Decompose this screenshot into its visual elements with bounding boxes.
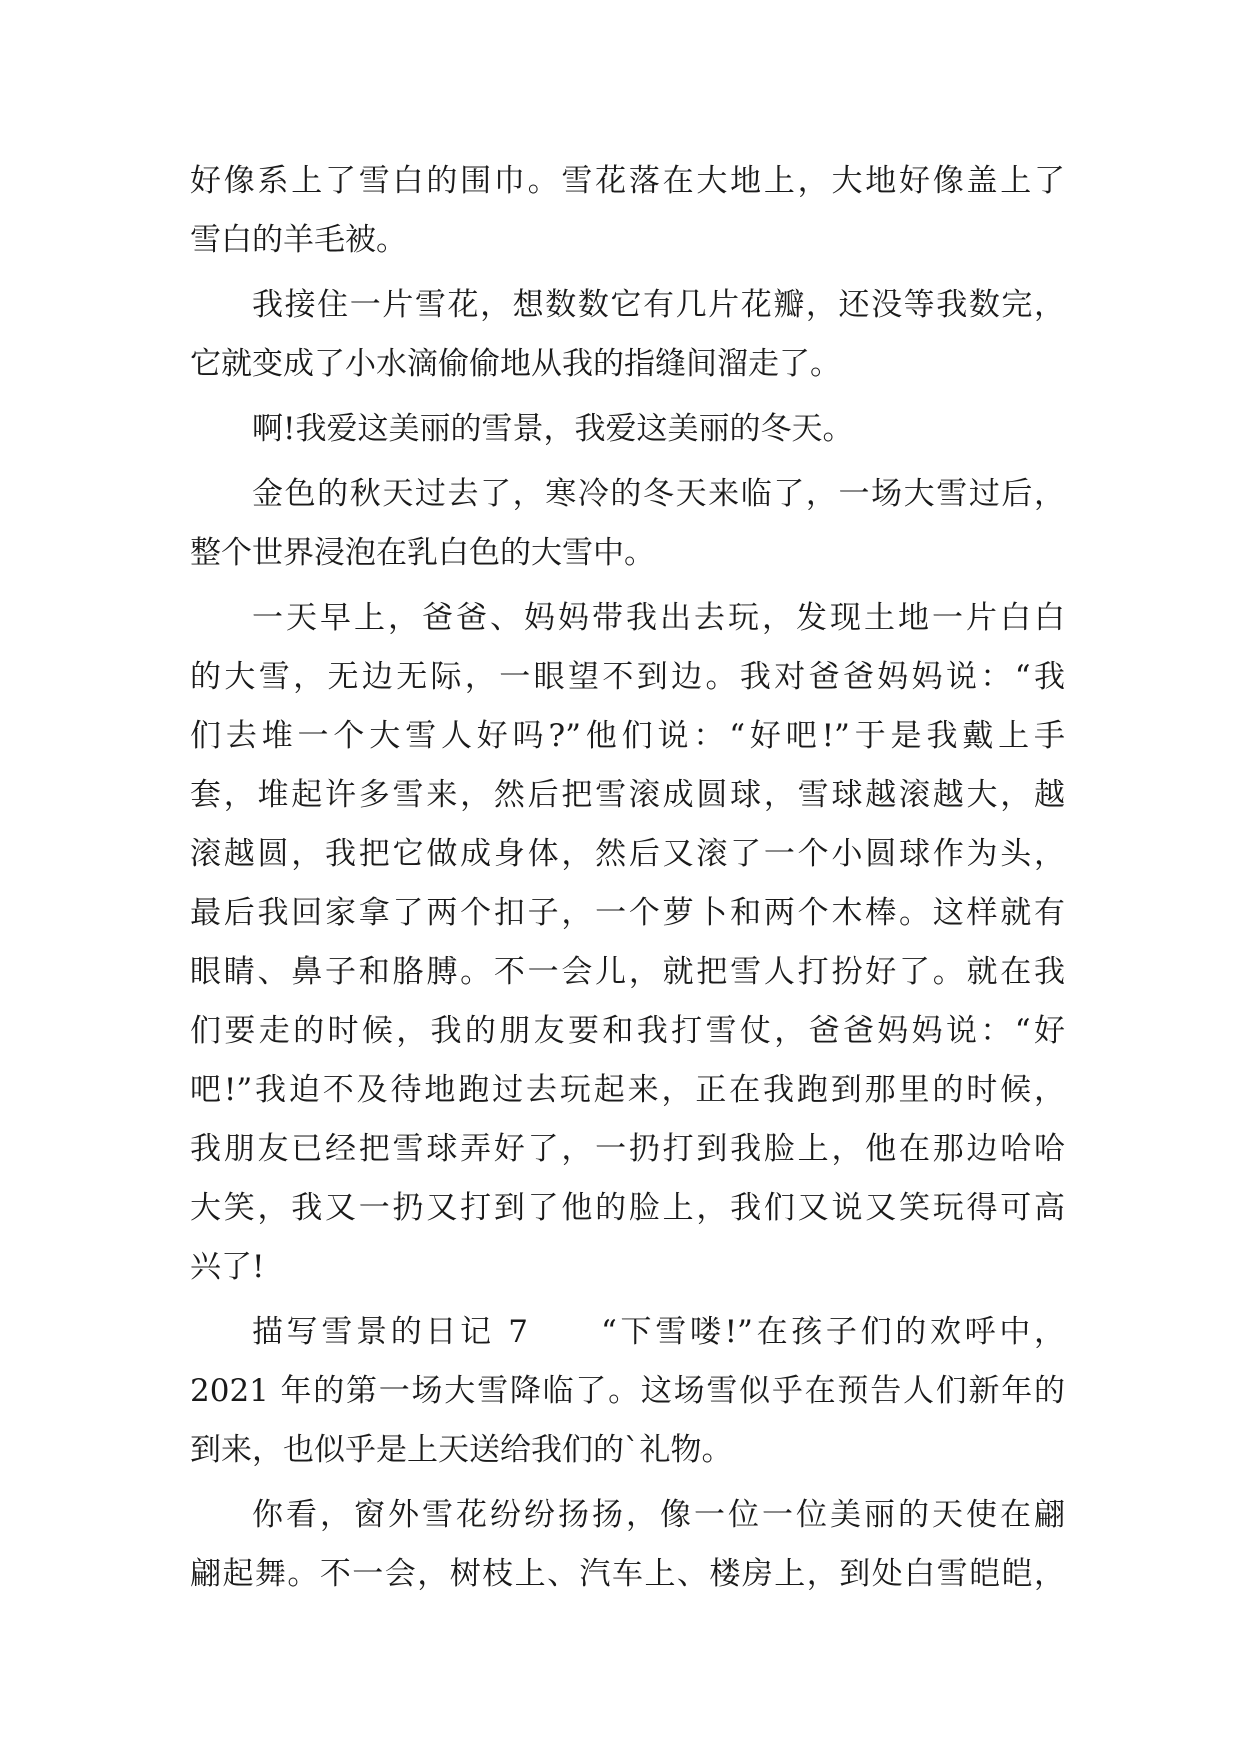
text-line: 们要走的时候，我的朋友要和我打雪仗，爸爸妈妈说：“好 <box>190 1013 1065 1049</box>
text-line: 2021 年的第一场大雪降临了。这场雪似乎在预告人们新年的 <box>190 1373 1065 1409</box>
paragraph-start-line: 一天早上，爸爸、妈妈带我出去玩，发现土地一片白白 <box>252 600 1065 636</box>
paragraph-start-line: 我接住一片雪花，想数数它有几片花瓣，还没等我数完， <box>252 287 1065 323</box>
text-line: 到来，也似乎是上天送给我们的`礼物。 <box>190 1432 733 1468</box>
text-line: 整个世界浸泡在乳白色的大雪中。 <box>190 535 655 571</box>
paragraph-start-line: 你看，窗外雪花纷纷扬扬，像一位一位美丽的天使在翩 <box>252 1497 1065 1533</box>
paragraph-start-line: 描写雪景的日记 7 “下雪喽!”在孩子们的欢呼中， <box>252 1314 1065 1350</box>
body-text <box>190 152 1065 1604</box>
text-line: 好像系上了雪白的围巾。雪花落在大地上，大地好像盖上了 <box>190 163 1065 199</box>
text-line: 最后我回家拿了两个扣子，一个萝卜和两个木棒。这样就有 <box>190 895 1065 931</box>
text-line: 滚越圆，我把它做成身体，然后又滚了一个小圆球作为头， <box>190 836 1065 872</box>
text-line: 它就变成了小水滴偷偷地从我的指缝间溜走了。 <box>190 346 841 382</box>
text-line: 眼睛、鼻子和胳膊。不一会儿，就把雪人打扮好了。就在我 <box>190 954 1065 990</box>
text-line: 雪白的羊毛被。 <box>190 222 407 258</box>
paragraph-start-line: 金色的秋天过去了，寒冷的冬天来临了，一场大雪过后， <box>252 476 1065 512</box>
paragraph-start-line: 啊!我爱这美丽的雪景，我爱这美丽的冬天。 <box>252 411 854 447</box>
text-line: 大笑，我又一扔又打到了他的脸上，我们又说又笑玩得可高 <box>190 1190 1065 1226</box>
text-line: 们去堆一个大雪人好吗?”他们说：“好吧!”于是我戴上手 <box>190 718 1065 754</box>
text-line: 的大雪，无边无际，一眼望不到边。我对爸爸妈妈说：“我 <box>190 659 1065 695</box>
text-line: 套，堆起许多雪来，然后把雪滚成圆球，雪球越滚越大，越 <box>190 777 1065 813</box>
text-line: 兴了! <box>190 1249 265 1285</box>
text-line: 吧!”我迫不及待地跑过去玩起来，正在我跑到那里的时候， <box>190 1072 1065 1108</box>
text-line: 我朋友已经把雪球弄好了，一扔打到我脸上，他在那边哈哈 <box>190 1131 1065 1167</box>
text-line: 翩起舞。不一会，树枝上、汽车上、楼房上，到处白雪皑皑， <box>190 1556 1065 1592</box>
